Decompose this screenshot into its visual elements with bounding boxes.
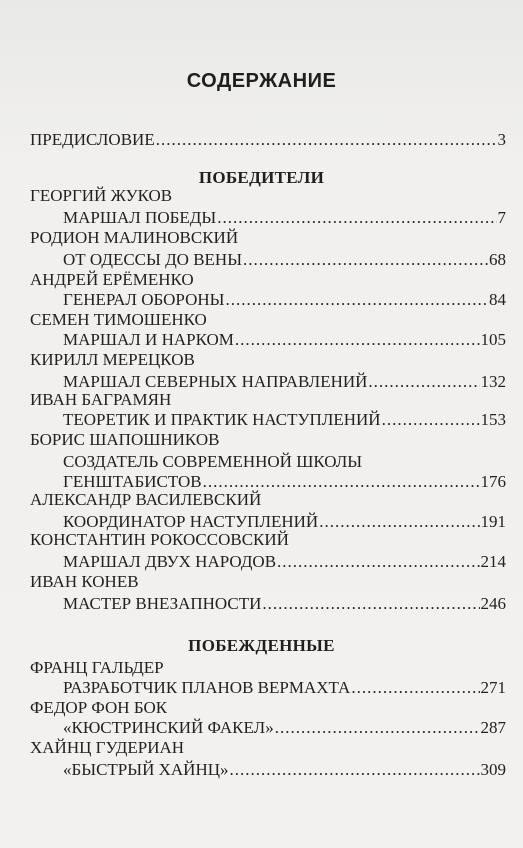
page-number: 68 [489,250,506,269]
author-name: АЛЕКСАНДР ВАСИЛЕВСКИЙ [30,490,262,509]
entry-title: МАРШАЛ ПОБЕДЫ [63,208,217,227]
toc-entry [63,472,506,492]
page-number: 105 [480,330,506,349]
toc-entry [63,410,506,430]
entry-title: МАРШАЛ И НАРКОМ [63,330,234,349]
page-number: 153 [480,410,506,429]
toc-entry-preface [30,130,506,150]
page-number: 309 [480,760,506,779]
page-number: 176 [480,472,506,491]
toc-entry [63,250,506,270]
dot-leader [275,718,480,738]
toc-entry [63,552,506,572]
dot-leader [351,678,479,698]
author-name: ФРАНЦ ГАЛЬДЕР [30,658,164,677]
page-number: 3 [497,130,506,149]
author-name: КОНСТАНТИН РОКОССОВСКИЙ [30,530,289,549]
entry-title: ГЕНЕРАЛ ОБОРОНЫ [63,290,225,309]
dot-leader [156,130,497,150]
page-number: 246 [480,594,506,613]
entry-title: РАЗРАБОТЧИК ПЛАНОВ ВЕРМАХТА [63,678,351,697]
page-number: 214 [480,552,506,571]
toc-entry [63,372,506,392]
entry-title: МАСТЕР ВНЕЗАПНОСТИ [63,594,262,613]
toc-entry [63,678,506,698]
toc-entry [63,330,506,350]
dot-leader [382,410,480,430]
dot-leader [217,208,496,228]
dot-leader [277,552,479,572]
entry-title: КООРДИНАТОР НАСТУПЛЕНИЙ [63,512,319,531]
dot-leader [225,290,488,310]
author-name: ХАЙНЦ ГУДЕРИАН [30,738,185,757]
page-number: 132 [480,372,506,391]
toc-entry [63,594,506,614]
author-name: ИВАН КОНЕВ [30,572,139,591]
toc-entry [63,718,506,738]
author-name: СЕМЕН ТИМОШЕНКО [30,310,207,329]
dot-leader [262,594,479,614]
page-number: 7 [497,208,506,227]
toc-entry [63,290,506,310]
dot-leader [235,330,480,350]
page-number: 271 [480,678,506,697]
entry-title: МАРШАЛ ДВУХ НАРОДОВ [63,552,277,571]
page-number: 191 [480,512,506,531]
page-number: 287 [480,718,506,737]
author-name: ГЕОРГИЙ ЖУКОВ [30,186,173,205]
entry-title: МАРШАЛ СЕВЕРНЫХ НАПРАВЛЕНИЙ [63,372,368,391]
section-heading-winners: ПОБЕДИТЕЛИ [198,168,325,187]
author-name: РОДИОН МАЛИНОВСКИЙ [30,228,239,247]
author-name: ИВАН БАГРАМЯН [30,390,172,409]
toc-entry [63,208,506,228]
entry-title: «БЫСТРЫЙ ХАЙНЦ» [63,760,229,779]
entry-title: ГЕНШТАБИСТОВ [63,472,202,491]
author-name: КИРИЛЛ МЕРЕЦКОВ [30,350,195,369]
author-name: БОРИС ШАПОШНИКОВ [30,430,220,449]
dot-leader [230,760,480,780]
section-heading-defeated: ПОБЕЖДЕННЫЕ [188,636,335,655]
entry-title: «КЮСТРИНСКИЙ ФАКЕЛ» [63,718,274,737]
dot-leader [243,250,488,270]
entry-title-line: СОЗДАТЕЛЬ СОВРЕМЕННОЙ ШКОЛЫ [63,452,363,471]
page-title: СОДЕРЖАНИЕ [186,70,337,92]
toc-entry [63,512,506,532]
author-name: АНДРЕЙ ЕРЁМЕНКО [30,270,194,289]
page-number: 84 [489,290,506,309]
dot-leader [368,372,479,392]
entry-title: ТЕОРЕТИК И ПРАКТИК НАСТУПЛЕНИЙ [63,410,381,429]
dot-leader [319,512,479,532]
dot-leader [203,472,480,492]
toc-entry [63,760,506,780]
entry-title: ОТ ОДЕССЫ ДО ВЕНЫ [63,250,243,269]
author-name: ФЕДОР ФОН БОК [30,698,168,717]
entry-title: ПРЕДИСЛОВИЕ [30,130,155,149]
